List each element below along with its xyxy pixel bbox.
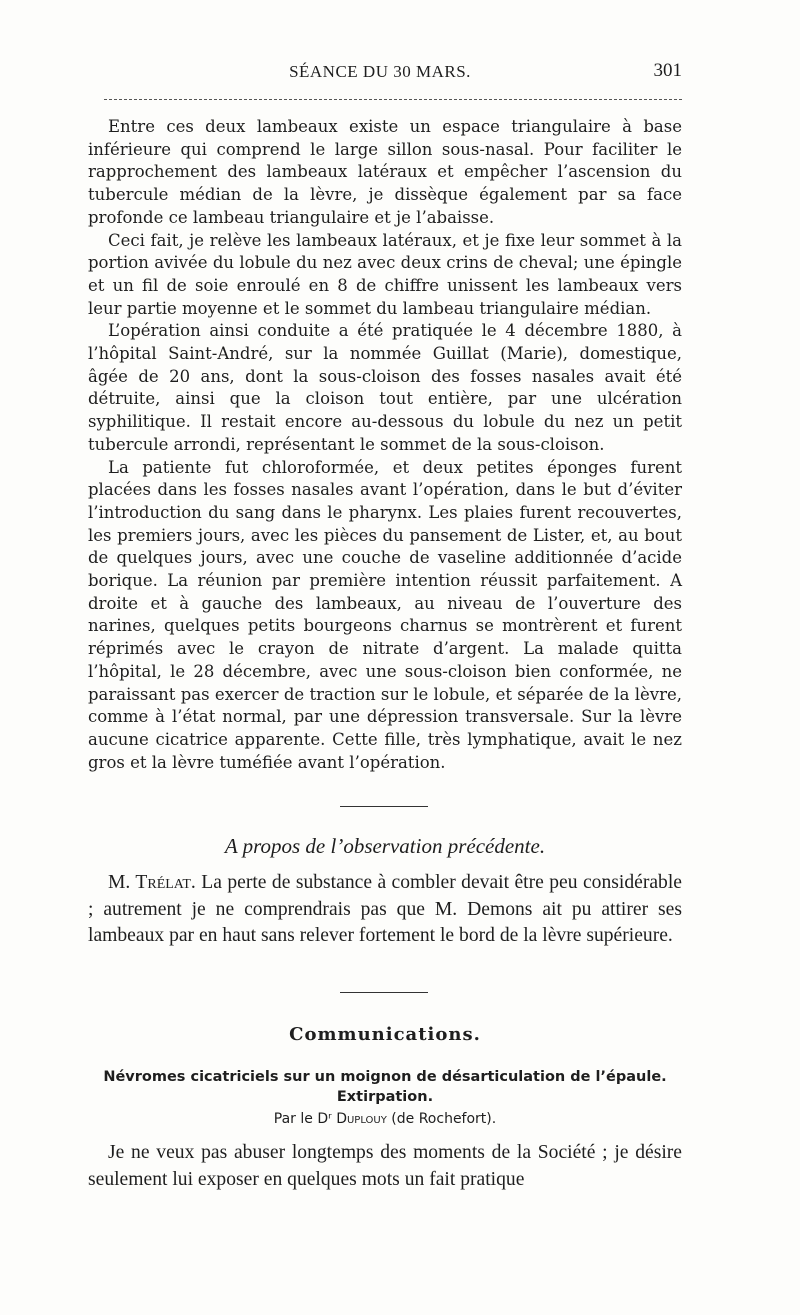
discussion-body: La perte de substance à combler devait être peu considérable ; autrement je ne comprendrais pas que M. Demons ait pu attirer ses lambeaux par en haut sans relever fortement le bord de la lèvre supérieure. — [88, 872, 682, 946]
paragraph: Ceci fait, je relève les lambeaux latéraux, et je fixe leur sommet à la portion avivée du lobule du nez avec deux crins de cheval; une épingle et un fil de soie enroulé en 8 de chiffre unissent les lambeaux vers leur partie moyenne et le sommet du lambeau triangulaire médian. — [88, 230, 682, 318]
paragraph: L’opération ainsi conduite a été pratiquée le 4 décembre 1880, à l’hôpital Saint-André, sur la nommée Guillat (Marie), domestique, âgée de 20 ans, dont la sous-cloison des fosses nasales avait été détruite, ainsi que la cloison tout entière, par une ulcération syphilitique. Il restait encore au-dessous du lobule du nez un petit tubercule arrondi, représentant le sommet de la sous-cloison. — [88, 321, 682, 454]
discussion-text — [88, 870, 682, 950]
page-number: 301 — [653, 60, 682, 81]
article-title: Névromes cicatriciels sur un moignon de désarticulation de l’épaule. Extirpation. — [103, 1069, 667, 1105]
section-divider — [340, 992, 428, 993]
header-rule — [104, 99, 682, 100]
communications-heading: Communications. — [289, 1024, 481, 1045]
section-divider — [340, 806, 428, 807]
author-suffix: (de Rochefort). — [391, 1111, 497, 1127]
paragraph: La patiente fut chloroformée, et deux petites éponges furent placées dans les fosses nasales avant l’opération, dans le but d’éviter l’introduction du sang dans le pharynx. Les plaies furent recouvertes, les premiers jours, avec les pièces du pansement de Lister, et, au bout de quelques jours, avec une couche de vaseline additionnée d’acide borique. La réunion par première intention réussit parfaitement. A droite et à gauche des lambeaux, au niveau de l’ouverture des narines, quelques petits bourgeons charnus se montrèrent et furent réprimés avec le crayon de nitrate d’argent. La malade quitta l’hôpital, le 28 décembre, avec une sous-cloison bien conformée, ne paraissant pas exercer de traction sur le lobule, et séparée de la lèvre, comme à l’état normal, par une dépression transversale. Sur la lèvre aucune cicatrice apparente. Cette fille, très lymphatique, avait le nez gros et la lèvre tuméfiée avant l’opération. — [88, 457, 682, 772]
author-line — [88, 1111, 682, 1127]
paragraph: Entre ces deux lambeaux existe un espace triangulaire à base inférieure qui comprend le large sillon sous-nasal. Pour faciliter le rapprochement des lambeaux latéraux et empêcher l’ascension du tubercule médian de la lèvre, je dissèque également par sa face profonde ce lambeau triangulaire et je l’abaisse. — [88, 117, 682, 227]
running-title: SÉANCE DU 30 MARS. — [289, 62, 471, 81]
paragraph: Je ne veux pas abuser longtemps des moments de la Société ; je désire seulement lui exposer en quelques mots un fait pratique — [88, 1142, 682, 1190]
speaker-name: M. Trélat. — [108, 872, 196, 893]
communication-text — [88, 1140, 682, 1193]
author-name: Duplouy — [336, 1111, 387, 1127]
discussion-heading: A propos de l’observation précédente. — [224, 834, 546, 858]
observation-text — [88, 116, 682, 774]
author-prefix: Par le Dʳ — [273, 1111, 332, 1127]
discussion-paragraph — [88, 870, 682, 950]
